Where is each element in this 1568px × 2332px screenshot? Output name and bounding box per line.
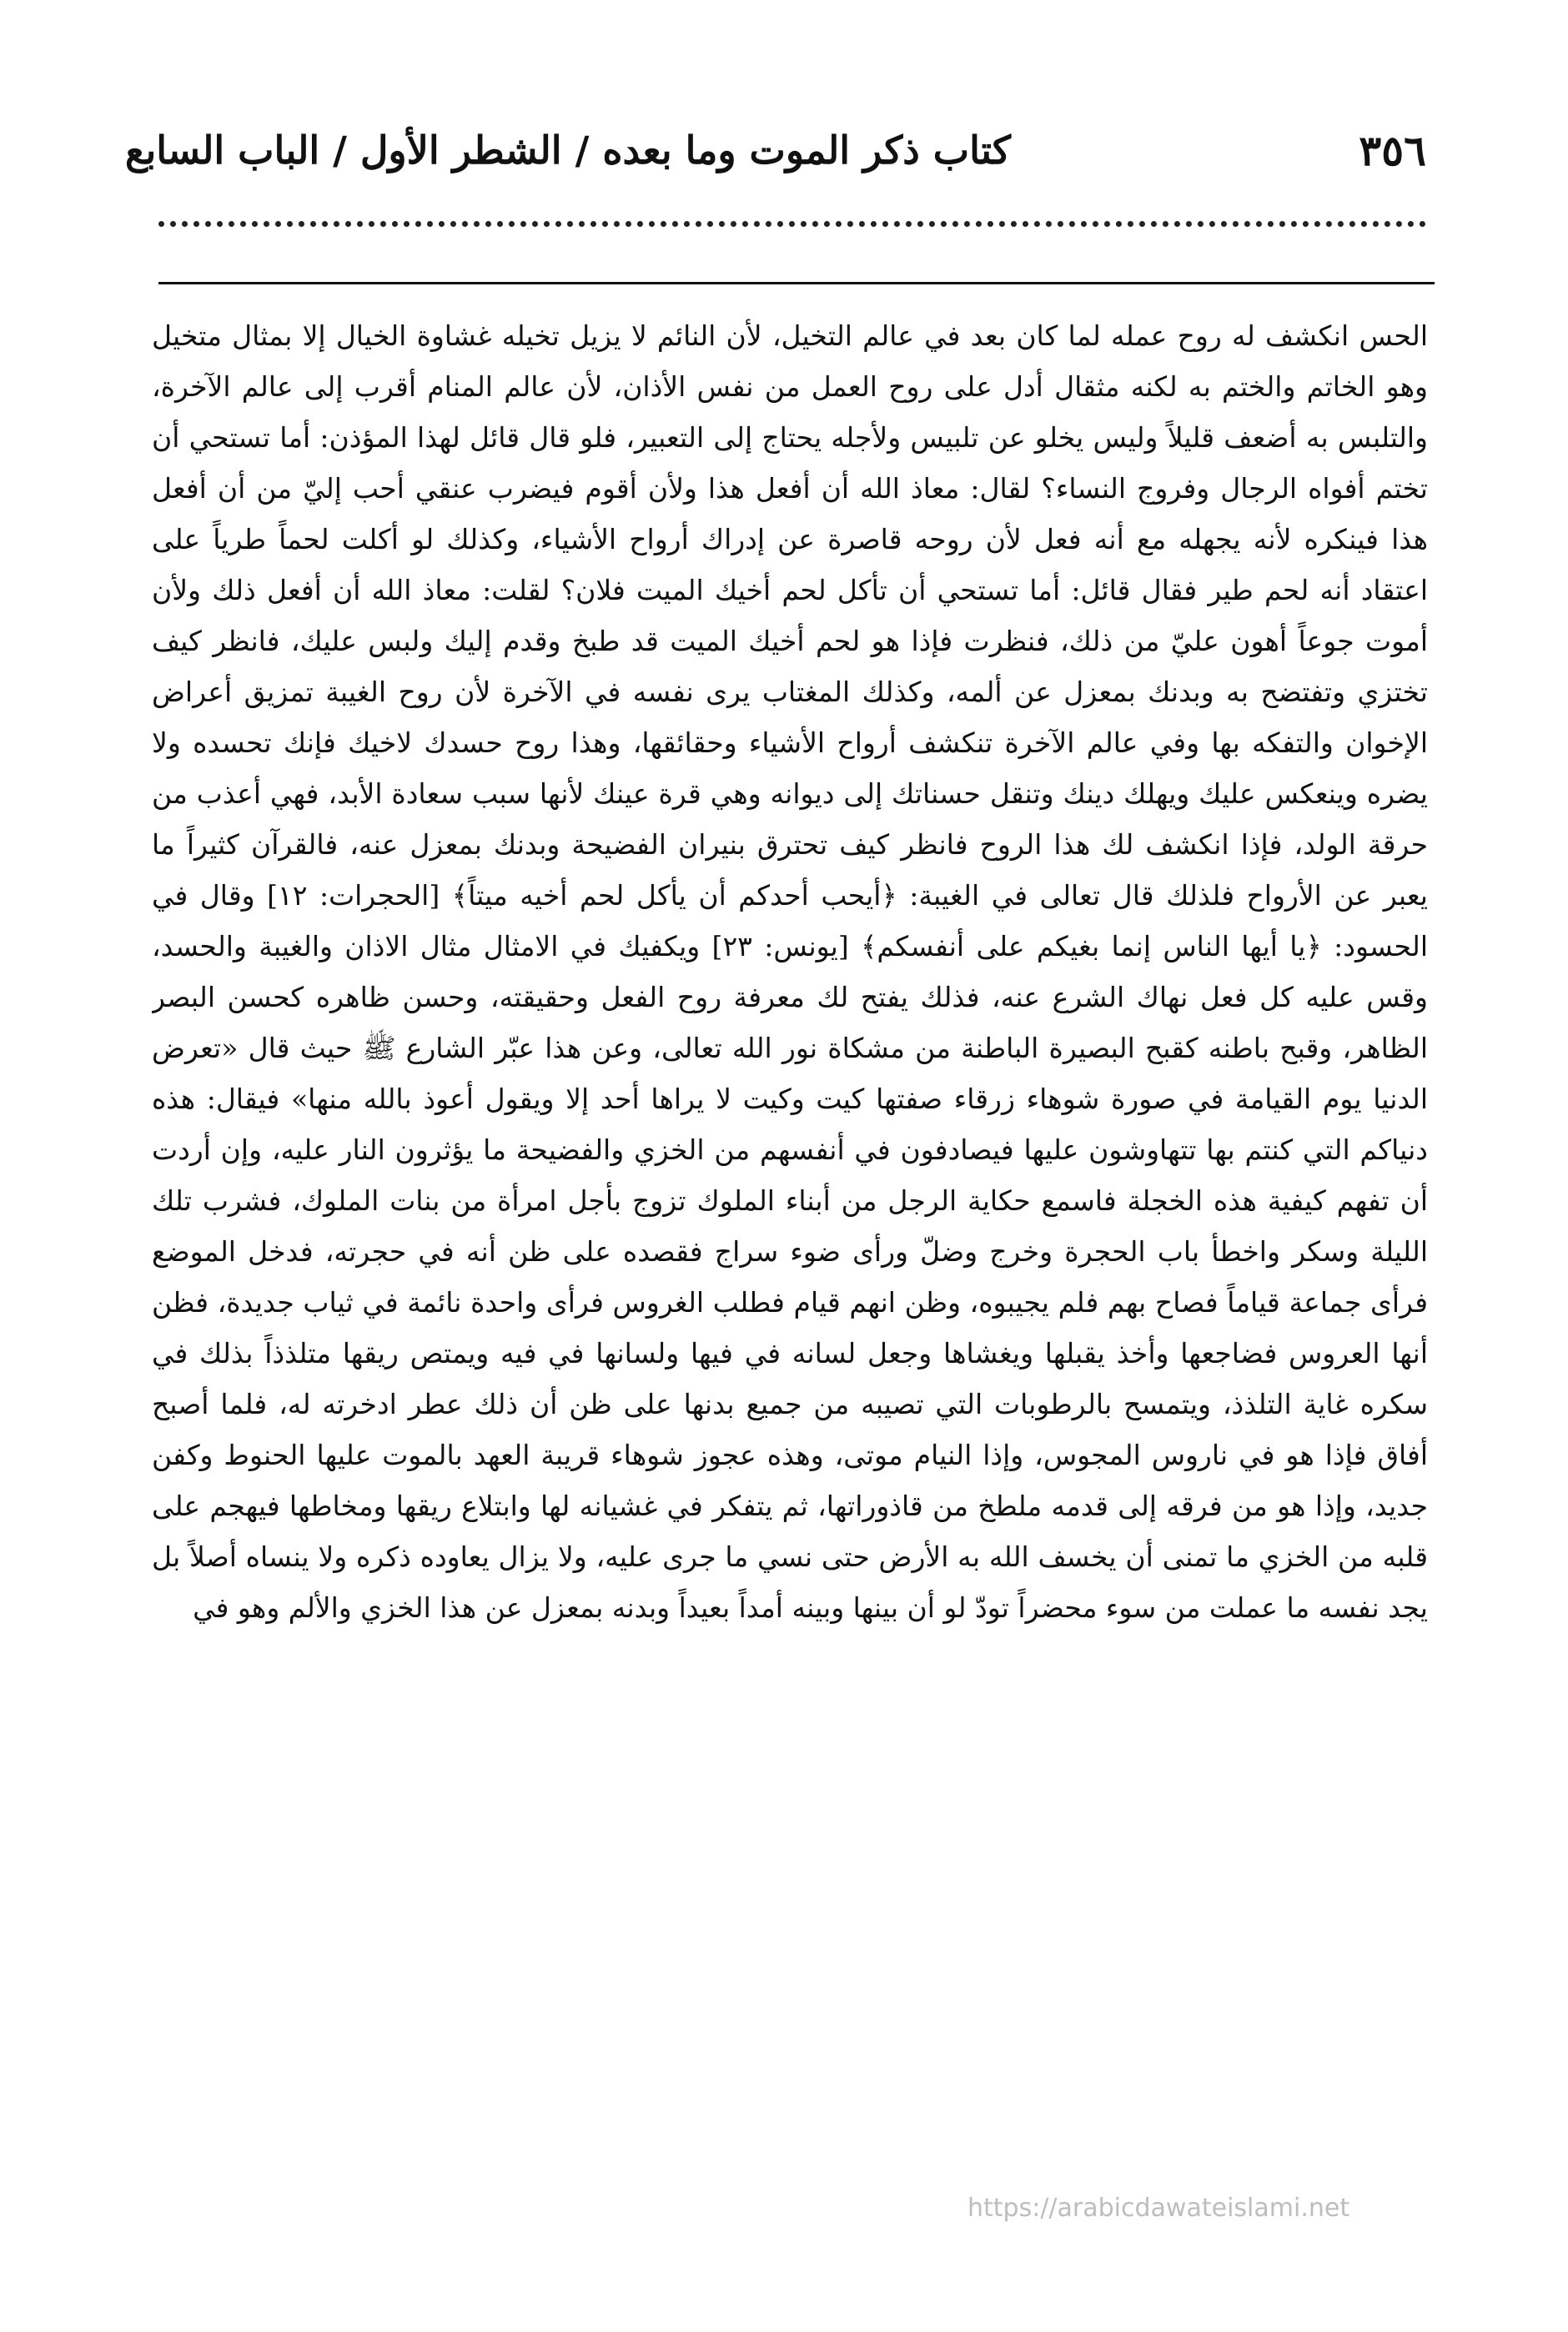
body-text: الحس انكشف له روح عمله لما كان بعد في عالم التخيل، لأن النائم لا يزيل تخيله غشاوة الخيال إلا بمثال متخيل وهو الخاتم والختم به لكنه مثقال أدل على روح العمل من نفس الأذان، لأن عالم المنام أقرب إلى عالم الآخرة، والتلبس به أضعف قليلاً وليس يخلو عن تلبيس ولأجله يحتاج إلى التعبير، فلو قال قائل لهذا المؤذن: أما تستحي أن تختم أفواه الرجال وفروج النساء؟ لقال: معاذ الله أن أفعل هذا ولأن أقوم فيضرب عنقي أحب إليّ من أن أفعل هذا فينكره لأنه يجهله مع أنه فعل لأن روحه قاصرة عن إدراك أرواح الأشياء، وكذلك لو أكلت لحماً طرياً على اعتقاد أنه لحم طير فقال قائل: أما تستحي أن تأكل لحم أخيك الميت فلان؟ لقلت: معاذ الله أن أفعل ذلك ولأن أموت جوعاً أهون عليّ من ذلك، فنظرت فإذا هو لحم أخيك الميت قد طبخ وقدم إليك ولبس عليك، فانظر كيف تختزي وتفتضح به وبدنك بمعزل عن ألمه، وكذلك المغتاب يرى نفسه في الآخرة لأن روح الغيبة تمزيق أعراض الإخوان والتفكه بها وفي عالم الآخرة تنكشف أرواح الأشياء وحقائقها، وهذا روح حسدك لاخيك فإنك تحسده ولا يضره وينعكس عليك ويهلك دينك وتنقل حسناتك إلى ديوانه وهي قرة عينك لأنها سبب سعادة الأبد، فهي أعذب من حرقة الولد، فإذا انكشف لك هذا الروح فانظر كيف تحترق بنيران الفضيحة وبدنك بمعزل عنه، فالقرآن كثيراً ما يعبر عن الأرواح فلذلك قال تعالى في الغيبة: ﴿أيحب أحدكم أن يأكل لحم أخيه ميتاً﴾ [الحجرات: ١٢] وقال في الحسود: ﴿يا أيها الناس إنما بغيكم على أنفسكم﴾ [يونس: ٢٣] ويكفيك في الامثال مثال الاذان والغيبة والحسد، وقس عليه كل فعل نهاك الشرع عنه، فذلك يفتح لك معرفة روح الفعل وحقيقته، وحسن ظاهره كحسن البصر الظاهر، وقبح باطنه كقبح البصيرة الباطنة من مشكاة نور الله تعالى، وعن هذا عبّر الشارع ﷺ حيث قال «تعرض الدنيا يوم القيامة في صورة شوهاء زرقاء صفتها كيت وكيت لا يراها أحد إلا ويقول أعوذ بالله منها» فيقال: هذه دنياكم التي كنتم بها تتهاوشون عليها فيصادفون في أنفسهم من الخزي والفضيحة ما يؤثرون النار عليه، وإن أردت أن تفهم كيفية هذه الخجلة فاسمع حكاية الرجل من أبناء الملوك تزوج بأجل امرأة من بنات الملوك، فشرب تلك الليلة وسكر واخطأ باب الحجرة وخرج وضلّ ورأى ضوء سراج فقصده على ظن أنه في حجرته، فدخل الموضع فرأى جماعة قياماً فصاح بهم فلم يجيبوه، وظن انهم قيام فطلب الغروس فرأى واحدة نائمة في ثياب جديدة، فظن أنها العروس فضاجعها وأخذ يقبلها ويغشاها وجعل لسانه في فيها ولسانها في فيه ويمتص ريقها متلذذاً بذلك في سكره غاية التلذذ، ويتمسح بالرطوبات التي تصيبه من جميع بدنها على ظن أن ذلك عطر ادخرته له، فلما أصبح أفاق فإذا هو في ناروس المجوس، وإذا النيام موتى، وهذه عجوز شوهاء قريبة العهد بالموت عليها الحنوط وكفن جديد، وإذا هو من فرقه إلى قدمه ملطخ من قاذوراتها، ثم يتفكر في غشيانه لها وابتلاع ريقها ومخاطها فيهجم على قلبه من الخزي ما تمنى أن يخسف الله به الأرض حتى نسي ما جرى عليه، ولا يزال يعاوده ذكره ولا ينساه أصلاً بل يجد نفسه ما عملت من سوء محضراً تودّ لو أن بينها وبينه أمداً بعيداً وبدنه بمعزل عن هذا الخزي والألم وهو في: [152, 319, 1428, 1624]
page-header: [125, 117, 1426, 183]
watermark-url: https://arabicdawateislami.net: [967, 2194, 1350, 2223]
dotted-divider: [158, 221, 1426, 244]
header-rule: [158, 282, 1435, 284]
page-number: ٣٥٦: [1359, 125, 1426, 175]
running-title: كتاب ذكر الموت وما بعده / الشطر الأول / الباب السابع: [125, 128, 1011, 173]
